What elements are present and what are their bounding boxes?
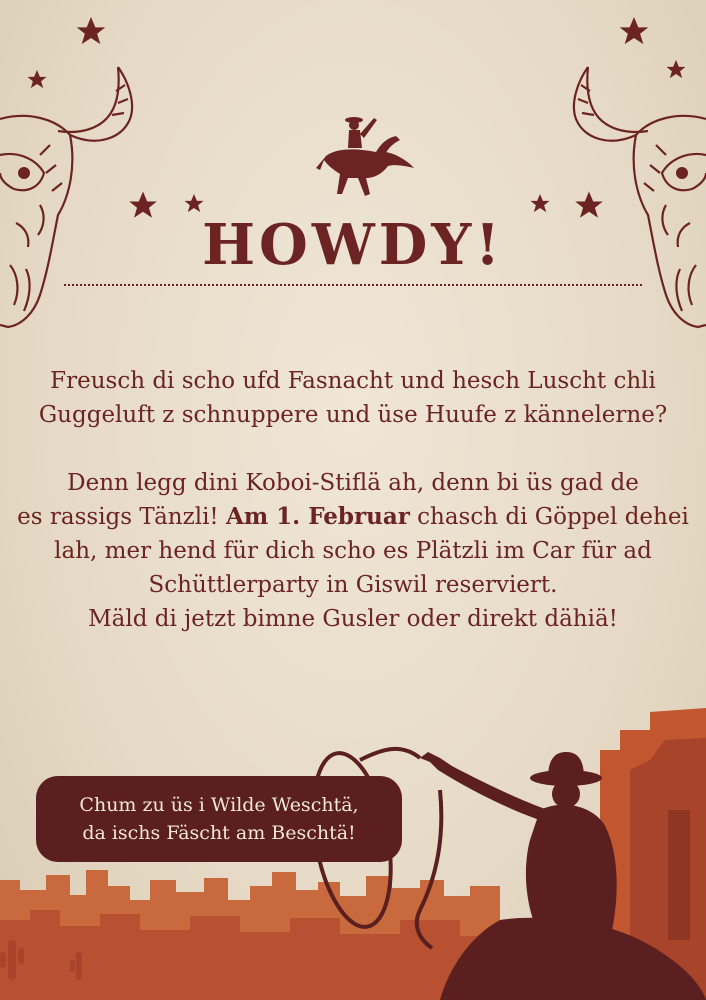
text-line: chasch di Göppel dehei: [409, 504, 689, 530]
star-icon: [667, 60, 686, 78]
text-line: Freusch di scho ufd Fasnacht und hesch Luscht chli: [50, 368, 656, 394]
dotted-divider: [64, 284, 642, 286]
text-line: lah, mer hend für dich scho es Plätzli im Car für ad: [54, 538, 652, 564]
text-line: Schüttlerparty in Giswil reserviert.: [148, 572, 558, 598]
paragraph-details: [0, 466, 706, 636]
text-line: es rassigs Tänzli!: [17, 504, 226, 530]
star-icon: [77, 17, 106, 44]
text-line: Mäld di jetzt bimne Gusler oder direkt dähiä!: [88, 606, 618, 632]
page-title: HOWDY!: [202, 212, 504, 278]
paragraph-intro: [0, 364, 706, 432]
star-icon: [28, 70, 47, 88]
invitation-text: [0, 364, 706, 670]
slogan-bubble: [36, 776, 402, 862]
text-line: Guggeluft z schnuppere und üse Huufe z kännelerne?: [38, 402, 668, 428]
slogan-line: Chum zu üs i Wilde Weschtä,: [79, 794, 359, 816]
event-date: Am 1. Februar: [225, 503, 410, 530]
text-line: Denn legg dini Koboi-Stiflä ah, denn bi üs gad de: [67, 470, 639, 496]
bronco-rider-icon: [316, 112, 418, 200]
slogan-line: da ischs Fäscht am Beschtä!: [82, 822, 356, 844]
star-icon: [531, 194, 550, 212]
star-icon: [185, 194, 204, 212]
star-icon: [620, 17, 649, 44]
